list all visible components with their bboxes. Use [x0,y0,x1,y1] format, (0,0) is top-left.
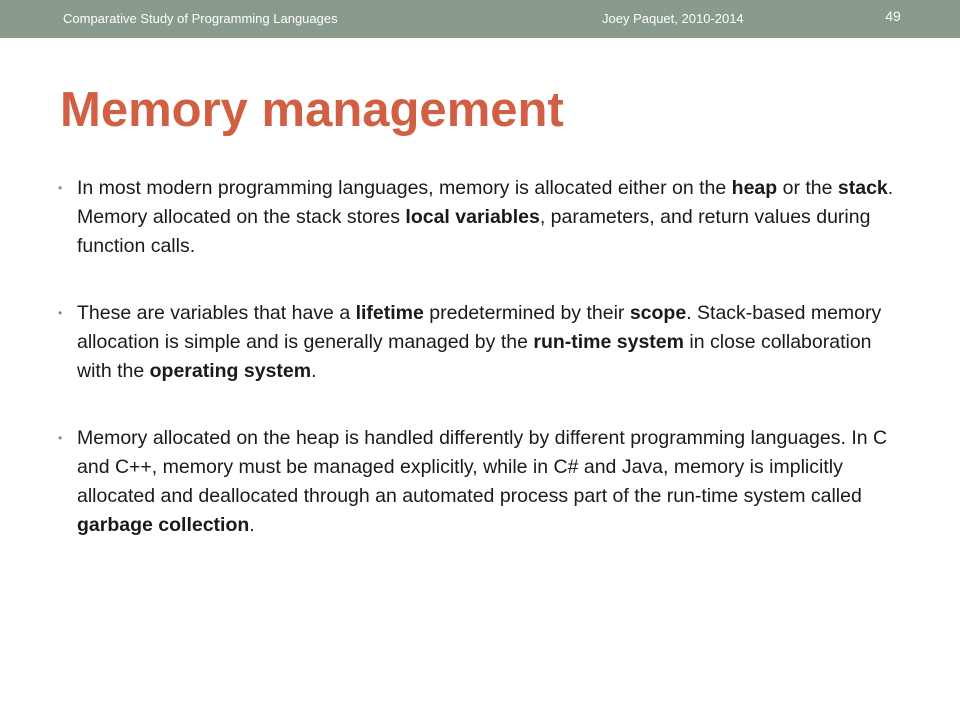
bullet-item [58,299,908,386]
author-credit: Joey Paquet, 2010-2014 [602,11,744,26]
header-bar [0,0,960,38]
bullet-text-bold: run-time system [533,331,684,353]
bullet-text-segment: . [249,514,255,536]
bullet-text-segment: or the [777,177,838,199]
bullet-text-bold: scope [629,302,687,324]
bullet-text-segment: , parameters, and return values during function calls. [77,206,871,257]
course-title: Comparative Study of Programming Languages [63,11,338,26]
bullet-marker: • [58,181,63,195]
bullet-text-segment: predetermined by their [423,302,630,324]
slide-number: 49 [885,8,901,24]
bullet-text-segment: . [311,360,317,382]
bullet-text-bold: heap [731,177,778,199]
bullet-text-segment: These are variables that have a [77,302,356,324]
bullet-text-segment: . Memory allocated on the stack stores [77,177,894,228]
bullet-text-segment: In most modern programming languages, memory is allocated either on the [77,177,732,199]
bullet-item [58,174,908,261]
bullet-text-segment: . Stack-based memory allocation is simple and is generally managed by the [77,302,882,353]
bullet-marker: • [58,306,63,320]
bullet-text-bold: garbage collection [77,514,250,536]
bullet-text-bold: operating system [149,360,312,382]
bullet-list [58,174,908,540]
bullet-item [58,424,908,540]
bullet-text-bold: local variables [405,206,540,228]
bullet-text-segment: Memory allocated on the heap is handled differently by different programming languages. In C and C++, memory must be managed explicitly, while in C# and Java, memory is implicitly allocated and deallocated through an automated process part of the run-time system called [77,427,888,507]
bullet-text-bold: stack [837,177,888,199]
bullet-text-segment: in close collaboration with the [77,331,872,382]
bullet-marker: • [58,431,63,445]
slide-title: Memory management [60,83,564,137]
bullet-text-bold: lifetime [355,302,424,324]
